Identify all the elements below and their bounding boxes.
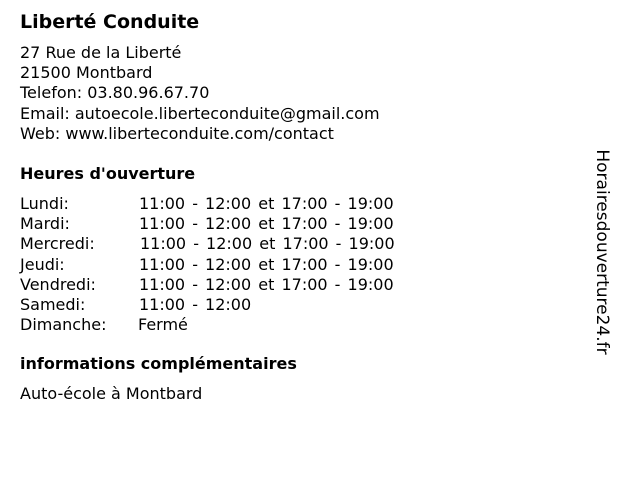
hours-row-saturday [20, 295, 440, 315]
email-address: Email: autoecole.liberteconduite@gmail.com [20, 103, 380, 123]
time-value: 11:00 - 12:00 et 17:00 - 19:00 [139, 274, 394, 294]
time-value: Fermé [138, 315, 188, 335]
opening-hours-table [20, 194, 440, 335]
additional-info-text: Auto-école à Montbard [20, 384, 203, 403]
time-value: 11:00 - 12:00 et 17:00 - 19:00 [139, 254, 394, 274]
time-value: 11:00 - 12:00 [139, 294, 252, 314]
hours-row-wednesday [20, 234, 440, 254]
time-value: 11:00 - 12:00 et 17:00 - 19:00 [140, 234, 395, 254]
hours-row-sunday [20, 315, 440, 335]
additional-info-heading: informations complémentaires [20, 354, 297, 373]
day-label: Vendredi: [20, 274, 96, 294]
city-postcode: 21500 Montbard [20, 63, 153, 83]
business-name: Liberté Conduite [20, 11, 200, 33]
hours-row-friday [20, 275, 440, 295]
day-label: Lundi: [20, 194, 69, 213]
day-label: Samedi: [20, 294, 86, 314]
watermark-text: Horairesdouverture24.fr [592, 149, 612, 355]
hours-heading: Heures d'ouverture [20, 164, 196, 183]
day-label: Mardi: [20, 214, 70, 234]
contact-block [20, 43, 380, 144]
hours-row-monday [20, 194, 440, 214]
time-value: 11:00 - 12:00 et 17:00 - 19:00 [139, 214, 394, 234]
day-label: Jeudi: [20, 254, 65, 274]
hours-row-tuesday [20, 214, 440, 234]
phone-number: Telefon: 03.80.96.67.70 [20, 83, 210, 103]
day-label: Mercredi: [20, 234, 95, 254]
time-value: 11:00 - 12:00 et 17:00 - 19:00 [139, 194, 394, 213]
street-address: 27 Rue de la Liberté [20, 43, 182, 62]
day-label: Dimanche: [20, 315, 107, 335]
hours-row-thursday [20, 255, 440, 275]
website-address: Web: www.liberteconduite.com/contact [20, 123, 334, 143]
